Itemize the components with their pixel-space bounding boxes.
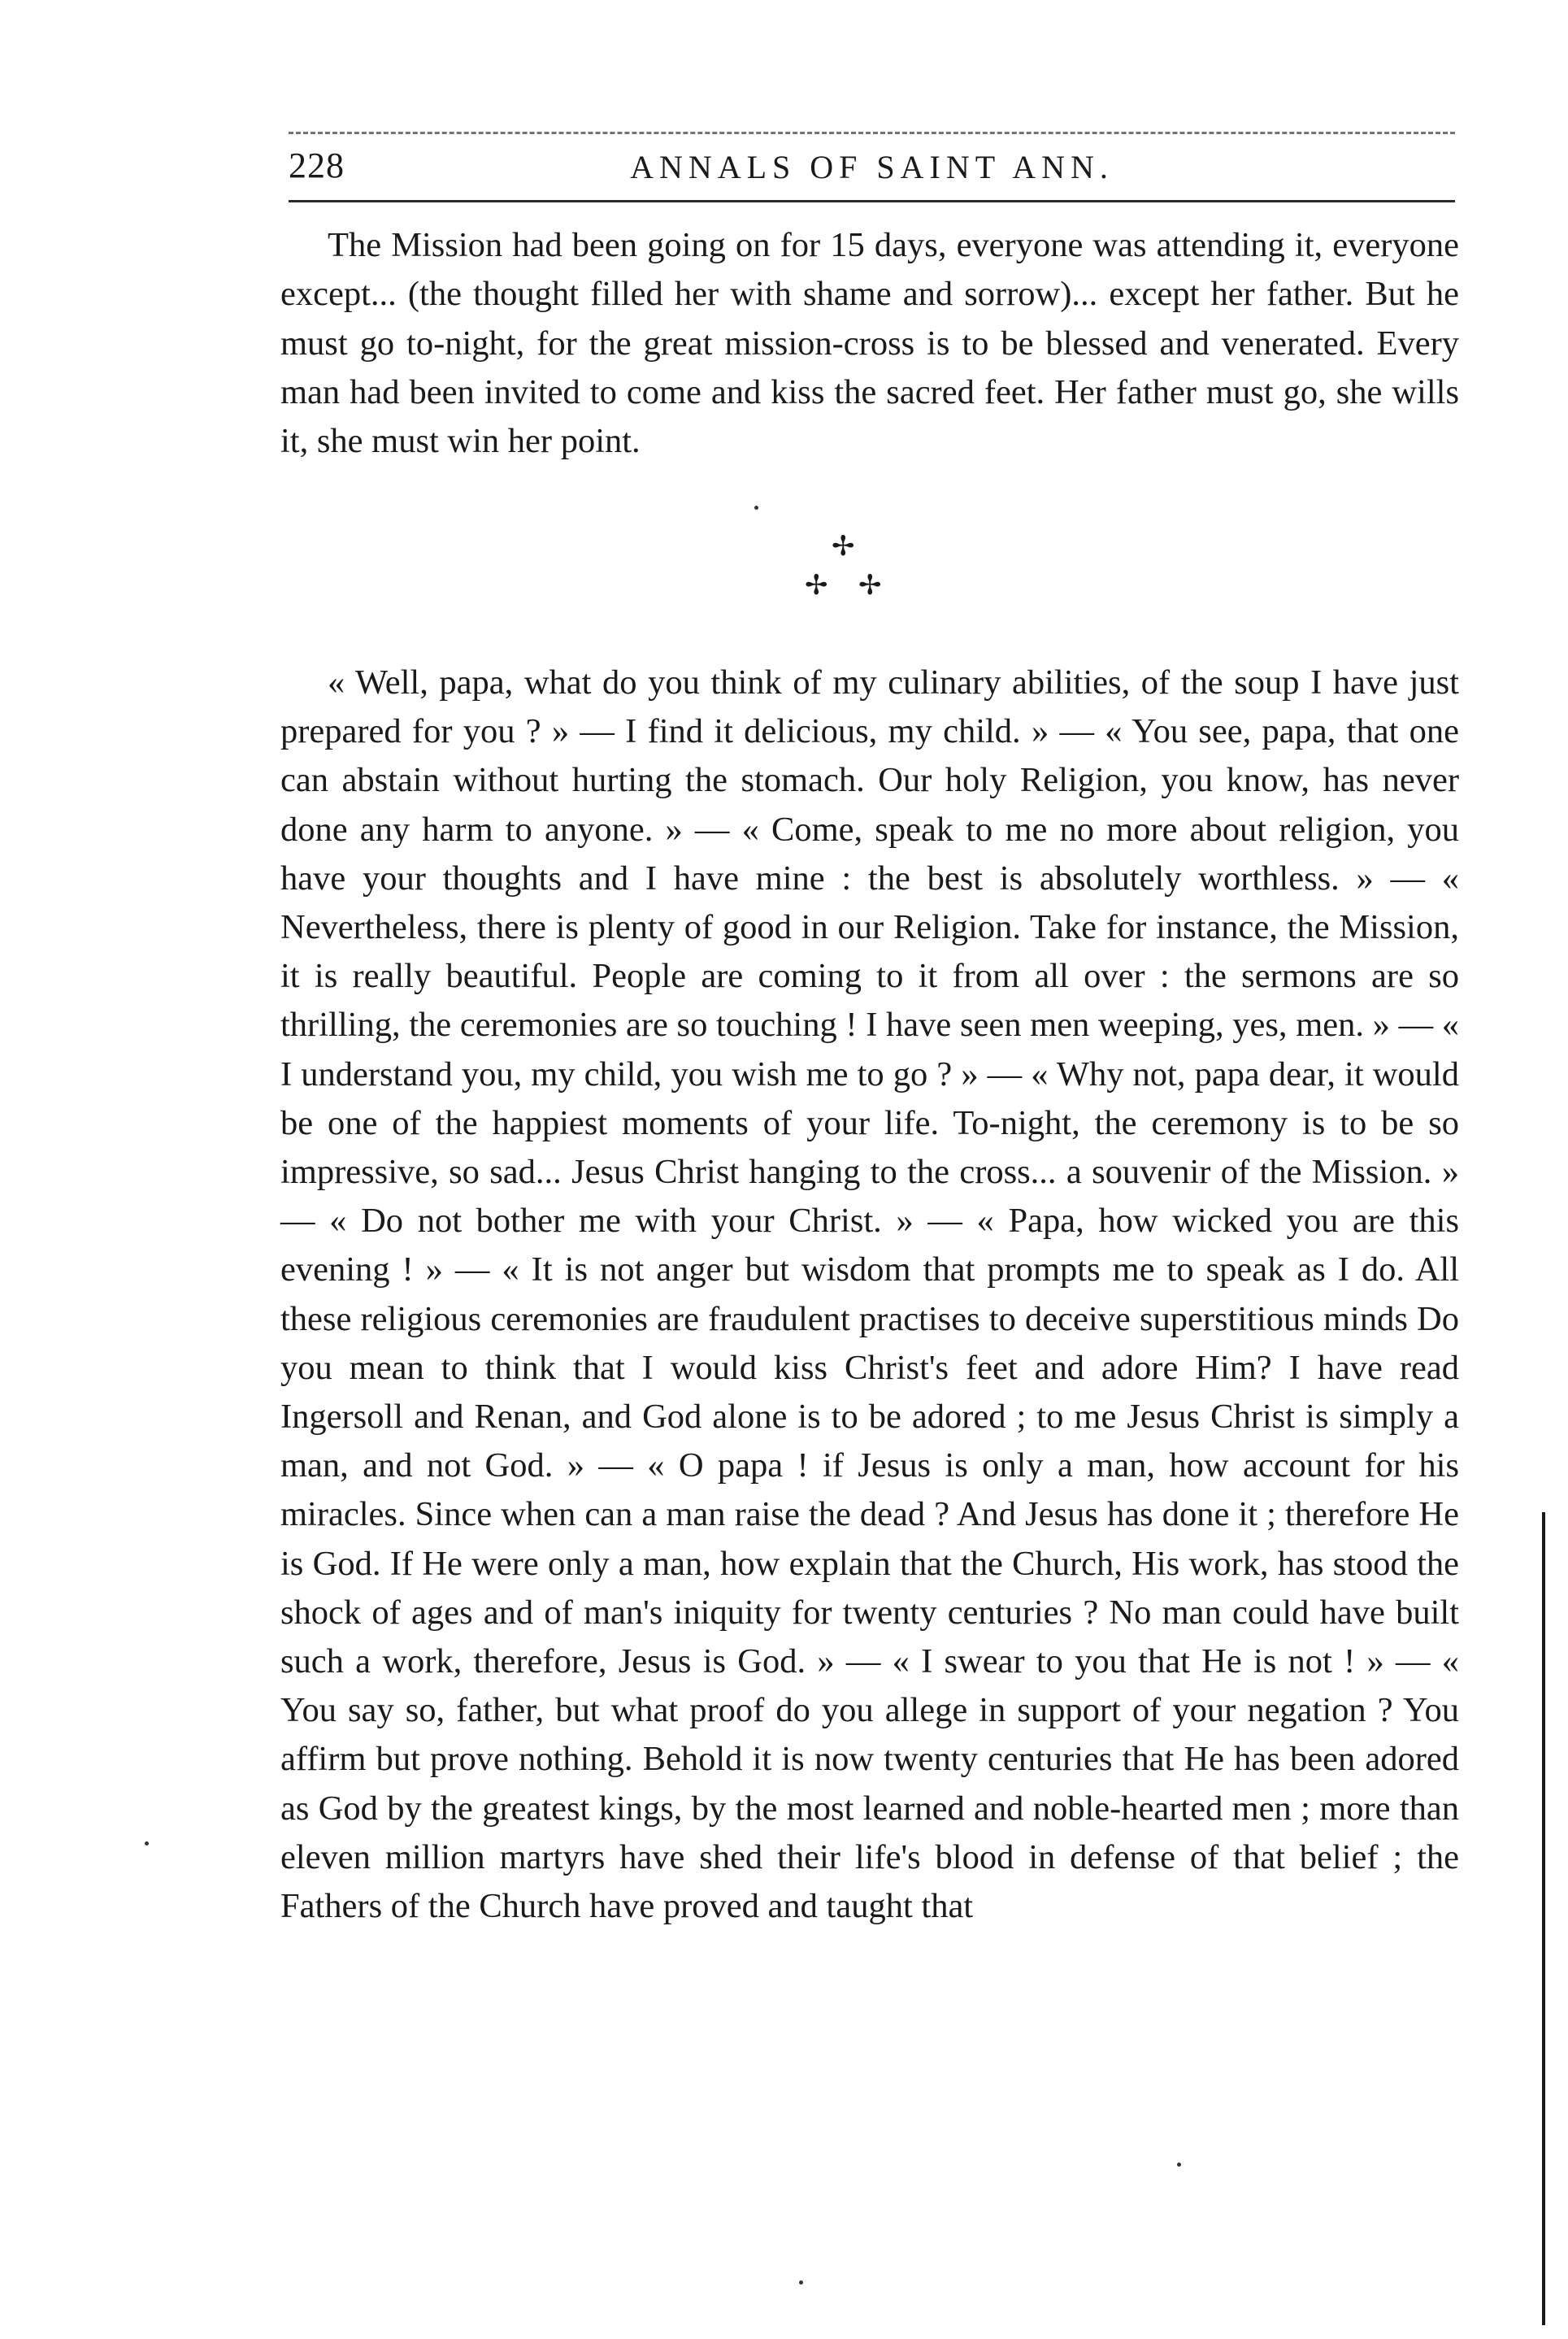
scan-speck [754, 506, 758, 510]
header-rule-top [289, 132, 1455, 134]
cross-ornament-icon: ✢ [805, 569, 828, 602]
running-head [289, 145, 1455, 193]
scan-speck [1177, 2163, 1181, 2167]
scan-speck [799, 2280, 803, 2285]
cross-ornament-icon: ✢ [858, 569, 882, 602]
scan-speck [145, 1841, 149, 1846]
running-title: ANNALS OF SAINT ANN. [630, 149, 1114, 185]
page-number: 228 [289, 146, 345, 185]
scan-margin-line [1542, 1512, 1545, 2325]
paragraph-1: The Mission had been going on for 15 days, everyone was attending it, everyone except... (the thought filled her with shame and sorrow)... except her father. But he must go to-night, for the great mission-cross is to be blessed and venerated. Every man had been invited to come and kiss the sacred feet. Her father must go, she wills it, she must win her point. [280, 226, 1459, 461]
cross-ornament-icon: ✢ [832, 530, 855, 563]
section-break-ornament [797, 530, 894, 614]
paragraph-block-1 [280, 221, 1459, 466]
paragraph-2: « Well, papa, what do you think of my culinary abilities, of the soup I have just prepared for you ? » — I find it delicious, my child. » — « You see, papa, that one can abstain without hurting the stomach. Our holy Religion, you know, has never done any harm to anyone. » — « Come, speak to me no more about religion, you have your thoughts and I have mine : the best is absolutely worthless. » — « Nevertheless, there is plenty of good in our Religion. Take for instance, the Mission, it is really beautiful. People are coming to it from all over : the sermons are so thrilling, the ceremonies are so touching ! I have seen men weeping, yes, men. » — « I understand you, my child, you wish me to go ? » — « Why not, papa dear, it would be one of the happiest moments of your life. To-night, the ceremony is to be so impressive, so sad... Jesus Christ hanging to the cross... a souvenir of the Mission. » — « Do not bother me with your Christ. » — « Papa, how wicked you are this evening ! » — « It is not anger but wisdom that prompts me to speak as I do. All these religious ceremonies are fraudulent practises to deceive superstitious minds Do you mean to think that I would kiss Christ's feet and adore Him? I have read Ingersoll and Renan, and God alone is to be adored ; to me Jesus Christ is simply a man, and not God. » — « O papa ! if Jesus is only a man, how account for his miracles. Since when can a man raise the dead ? And Jesus has done it ; therefore He is God. If He were only a man, how explain that the Church, His work, has stood the shock of ages and of man's iniquity for twenty centuries ? No man could have built such a work, therefore, Jesus is God. » — « I swear to you that He is not ! » — « You say so, father, but what proof do you allege in support of your negation ? You affirm but prove nothing. Behold it is now twenty centuries that He has been adored as God by the greatest kings, by the most learned and noble-hearted men ; more than eleven million martyrs have shed their life's blood in defense of that belief ; the Fathers of the Church have proved and taught that [280, 663, 1459, 1926]
paragraph-block-2 [280, 659, 1459, 1931]
header-rule-bottom [289, 200, 1455, 202]
